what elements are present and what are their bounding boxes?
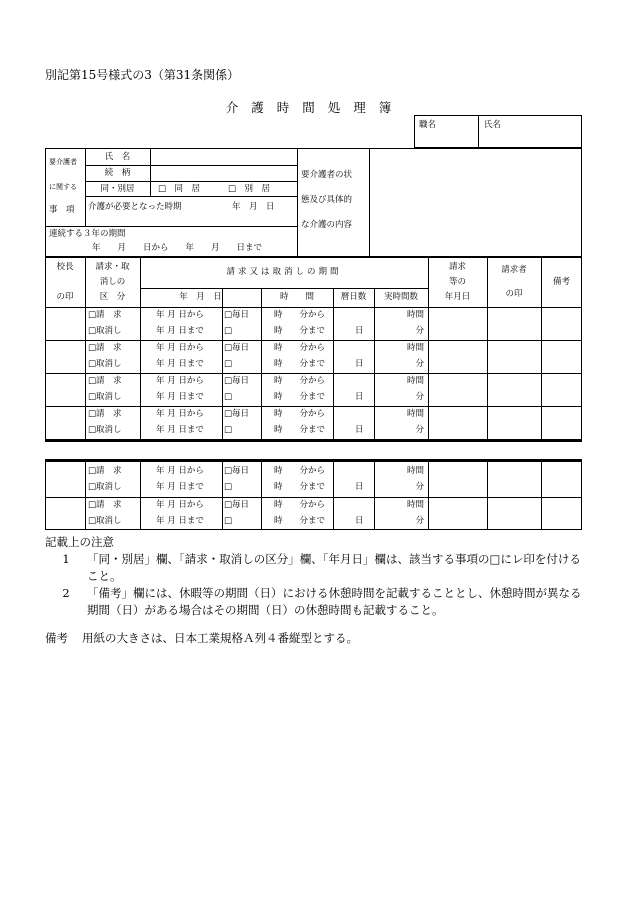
time-to: 時 分まで: [274, 516, 326, 526]
request-checkbox[interactable]: □請 求: [88, 466, 122, 476]
record-row: [0, 307, 630, 340]
request-checkbox[interactable]: □請 求: [88, 500, 122, 510]
record-row: [0, 497, 630, 530]
request-checkbox[interactable]: □請 求: [88, 310, 122, 320]
care-condition-line3: な介護の内容: [301, 220, 353, 230]
care-condition-line2: 態及び具体的: [301, 195, 353, 205]
time-from: 時 分から: [274, 310, 326, 320]
staff-name-label: 氏名: [484, 120, 502, 130]
cancel-checkbox[interactable]: □取消し: [88, 359, 122, 369]
biko-label: 備考: [45, 631, 68, 645]
record-row: [0, 340, 630, 373]
care-period-value: 年 月 日から 年 月 日まで: [92, 243, 263, 253]
record-row: [0, 406, 630, 439]
request-type-label-1: 請求・取: [95, 262, 130, 272]
date-from: 年 月 日から: [156, 500, 204, 510]
time-from: 時 分から: [274, 409, 326, 419]
time-from: 時 分から: [274, 500, 326, 510]
daily-checkbox[interactable]: □毎日: [224, 409, 250, 419]
date-from: 年 月 日から: [156, 409, 204, 419]
hour-unit: 時間: [406, 409, 424, 419]
request-date-label-2: 等の: [448, 277, 466, 287]
date-to: 年 月 日まで: [156, 326, 204, 336]
day-unit: 日: [355, 359, 364, 369]
biko-text: 用紙の大きさは、日本工業規格Ａ列４番縦型とする。: [82, 631, 358, 645]
daily-checkbox[interactable]: □毎日: [224, 500, 250, 510]
days-column-header: 暦日数: [340, 292, 367, 302]
hour-unit: 時間: [406, 310, 424, 320]
date-to: 年 月 日まで: [156, 392, 204, 402]
request-date-label-3: 年月日: [444, 292, 471, 302]
request-checkbox[interactable]: □請 求: [88, 409, 122, 419]
minute-unit: 分: [415, 392, 424, 402]
care-reason-label: 介護が必要となった時期: [88, 202, 182, 212]
document-title: 介護時間処理簿: [225, 100, 405, 115]
care-name-label: 氏 名: [104, 152, 131, 162]
request-checkbox[interactable]: □請 求: [88, 343, 122, 353]
minute-unit: 分: [415, 482, 424, 492]
note-text: 「同・別居」欄、「請求・取消しの区分」欄、「年月日」欄は、該当する事項の□にレ印を付けること。: [87, 552, 581, 583]
daily-checkbox[interactable]: □毎日: [224, 376, 250, 386]
date-from: 年 月 日から: [156, 376, 204, 386]
hour-unit: 時間: [406, 376, 424, 386]
day-unit: 日: [355, 425, 364, 435]
time-from: 時 分から: [274, 343, 326, 353]
option-checkbox[interactable]: □: [224, 516, 233, 526]
daily-checkbox[interactable]: □毎日: [224, 310, 250, 320]
principal-seal-label-bottom: の印: [56, 292, 74, 302]
minute-unit: 分: [415, 359, 424, 369]
date-from: 年 月 日から: [156, 466, 204, 476]
care-reason-value: 年 月 日: [232, 202, 275, 212]
hours-column-header: 実時間数: [383, 292, 418, 302]
principal-seal-label-top: 校長: [56, 262, 74, 272]
time-to: 時 分まで: [274, 359, 326, 369]
cohabit-separate-checkbox[interactable]: □ 別 居: [228, 184, 271, 194]
request-checkbox[interactable]: □請 求: [88, 376, 122, 386]
date-to: 年 月 日まで: [156, 482, 204, 492]
care-condition-line1: 要介護者の状: [301, 170, 353, 180]
daily-checkbox[interactable]: □毎日: [224, 343, 250, 353]
record-row: [0, 463, 630, 497]
record-row: [0, 373, 630, 406]
time-to: 時 分まで: [274, 482, 326, 492]
requester-seal-label-1: 請求者: [501, 265, 527, 275]
cancel-checkbox[interactable]: □取消し: [88, 425, 122, 435]
day-unit: 日: [355, 516, 364, 526]
cohabit-same-checkbox[interactable]: □ 同 居: [158, 184, 201, 194]
hour-unit: 時間: [406, 500, 424, 510]
date-from: 年 月 日から: [156, 343, 204, 353]
remarks-header: 備考: [552, 277, 570, 287]
minute-unit: 分: [415, 326, 424, 336]
time-from: 時 分から: [274, 376, 326, 386]
date-column-header: 年 月 日: [179, 292, 222, 302]
note-item: [45, 551, 585, 585]
minute-unit: 分: [415, 425, 424, 435]
option-checkbox[interactable]: □: [224, 326, 233, 336]
request-date-label-1: 請求: [448, 262, 466, 272]
cancel-checkbox[interactable]: □取消し: [88, 482, 122, 492]
option-checkbox[interactable]: □: [224, 392, 233, 402]
cancel-checkbox[interactable]: □取消し: [88, 392, 122, 402]
date-to: 年 月 日まで: [156, 359, 204, 369]
care-group-label-bottom: 事 項: [49, 205, 75, 215]
period-heading: 請求又は取消しの期間: [226, 267, 342, 277]
date-to: 年 月 日まで: [156, 425, 204, 435]
care-relation-label: 続 柄: [104, 168, 131, 178]
requester-seal-label-2: の印: [505, 289, 523, 299]
form-heading: 別記第15号様式の3（第31条関係）: [45, 68, 240, 82]
option-checkbox[interactable]: □: [224, 482, 233, 492]
daily-checkbox[interactable]: □毎日: [224, 466, 250, 476]
care-period-label: 連続する３年の期間: [49, 229, 126, 239]
care-cohabit-label: 同・別居: [100, 184, 135, 194]
request-type-label-3: 区 分: [99, 292, 126, 302]
day-unit: 日: [355, 326, 364, 336]
note-number: 1: [62, 552, 70, 566]
time-to: 時 分まで: [274, 425, 326, 435]
hour-unit: 時間: [406, 466, 424, 476]
time-to: 時 分まで: [274, 326, 326, 336]
cancel-checkbox[interactable]: □取消し: [88, 326, 122, 336]
care-group-label-mid: に関する: [49, 183, 77, 191]
time-column-header: 時 間: [279, 292, 314, 302]
day-unit: 日: [355, 482, 364, 492]
minute-unit: 分: [415, 516, 424, 526]
notes-heading: 記載上の注意: [45, 535, 114, 549]
cancel-checkbox[interactable]: □取消し: [88, 516, 122, 526]
care-group-label-top: 要介護者: [49, 158, 77, 166]
date-to: 年 月 日まで: [156, 516, 204, 526]
day-unit: 日: [355, 392, 364, 402]
date-from: 年 月 日から: [156, 310, 204, 320]
note-number: 2: [62, 586, 70, 600]
notes-section: [45, 534, 585, 619]
request-type-label-2: 消しの: [99, 277, 126, 287]
position-label: 職名: [419, 120, 437, 130]
option-checkbox[interactable]: □: [224, 425, 233, 435]
time-to: 時 分まで: [274, 392, 326, 402]
hour-unit: 時間: [406, 343, 424, 353]
time-from: 時 分から: [274, 466, 326, 476]
biko-line: [45, 630, 358, 646]
note-text: 「備考」欄には、休暇等の期間（日）における休憩時間を記載することとし、休憩時間が異なる期間（日）がある場合はその期間（日）の休憩時間も記載すること。: [87, 586, 582, 617]
note-item: [45, 585, 585, 619]
option-checkbox[interactable]: □: [224, 359, 233, 369]
